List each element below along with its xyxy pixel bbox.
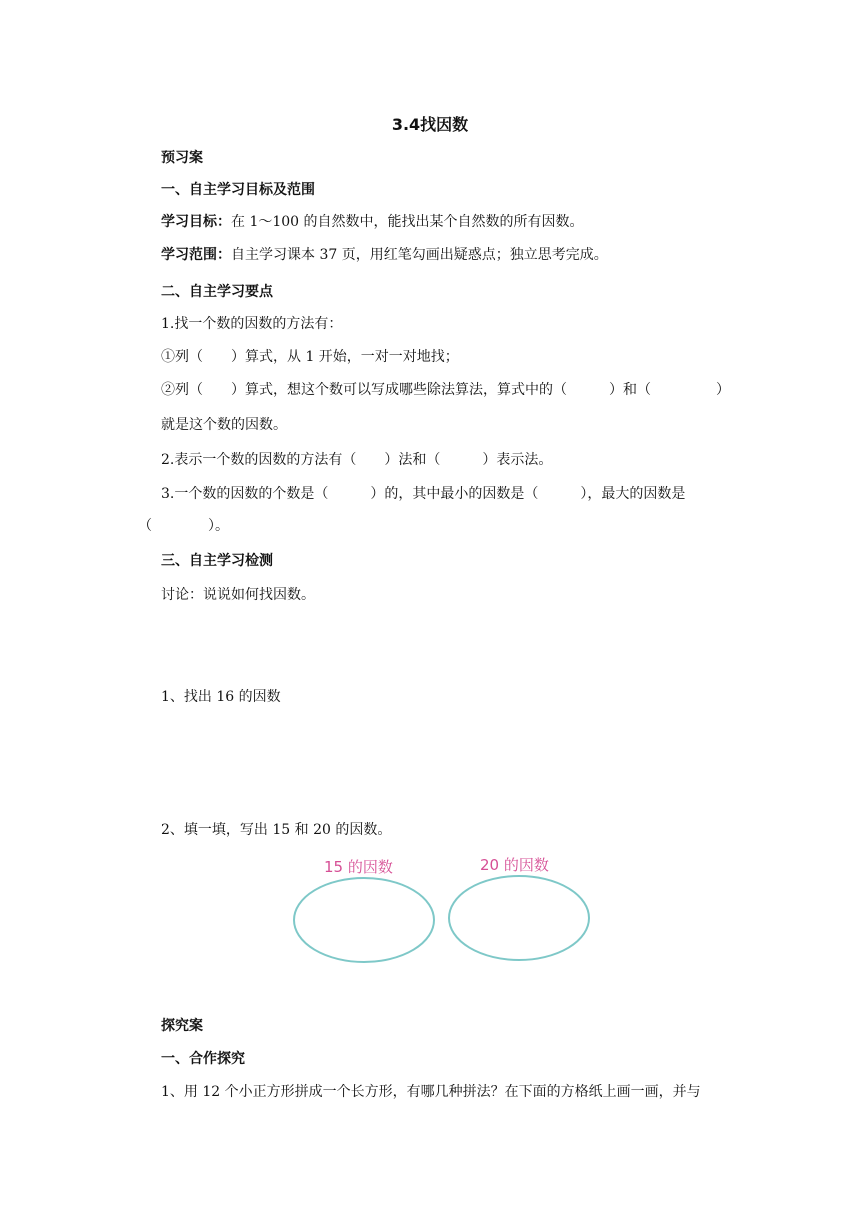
section-explore-heading: 探究案 bbox=[161, 1018, 203, 1034]
oval-20-factors bbox=[449, 876, 589, 960]
oval-15-factors bbox=[294, 878, 434, 962]
goal-line bbox=[161, 212, 584, 232]
point-3-cont: （ ）。 bbox=[138, 518, 229, 534]
s1-heading: 一、自主学习目标及范围 bbox=[161, 182, 315, 198]
point-2: 2.表示一个数的因数的方法有（ ）法和（ ）表示法。 bbox=[161, 452, 553, 468]
point-1: 1.找一个数的因数的方法有： bbox=[161, 316, 343, 332]
factor-ovals-figure bbox=[284, 846, 604, 976]
point-1a: ①列（ ）算式，从 1 开始，一对一对地找； bbox=[161, 349, 459, 365]
s3-heading: 三、自主学习检测 bbox=[161, 553, 273, 569]
point-1b-text: ②列（ ）算式，想这个数可以写成哪些除法算法，算式中的（ ）和（ bbox=[161, 382, 651, 398]
e1-heading: 一、合作探究 bbox=[161, 1051, 245, 1067]
point-1b-end: ） bbox=[716, 382, 730, 398]
goal-text: 在 1～100 的自然数中，能找出某个自然数的所有因数。 bbox=[231, 214, 584, 230]
point-1b bbox=[161, 380, 730, 400]
s2-heading: 二、自主学习要点 bbox=[161, 284, 273, 300]
oval-label-20: 20 的因数 bbox=[480, 856, 549, 874]
question-2: 2、填一填，写出 15 和 20 的因数。 bbox=[161, 822, 392, 838]
discuss-prompt: 讨论：说说如何找因数。 bbox=[161, 587, 315, 603]
goal-label: 学习目标： bbox=[161, 214, 231, 230]
scope-line bbox=[161, 245, 608, 265]
point-3: 3.一个数的因数的个数是（ ）的，其中最小的因数是（ ），最大的因数是 bbox=[161, 486, 686, 502]
oval-label-15: 15 的因数 bbox=[324, 858, 393, 876]
point-1b-cont: 就是这个数的因数。 bbox=[161, 417, 287, 433]
section-preview-heading: 预习案 bbox=[161, 150, 203, 166]
scope-label: 学习范围： bbox=[161, 247, 231, 263]
explore-question-1: 1、用 12 个小正方形拼成一个长方形，有哪几种拼法？在下面的方格纸上画一画，并与 bbox=[161, 1084, 701, 1100]
question-1: 1、找出 16 的因数 bbox=[161, 689, 281, 705]
scope-text: 自主学习课本 37 页，用红笔勾画出疑惑点；独立思考完成。 bbox=[231, 247, 608, 263]
page-title: 3.4找因数 bbox=[391, 115, 469, 134]
